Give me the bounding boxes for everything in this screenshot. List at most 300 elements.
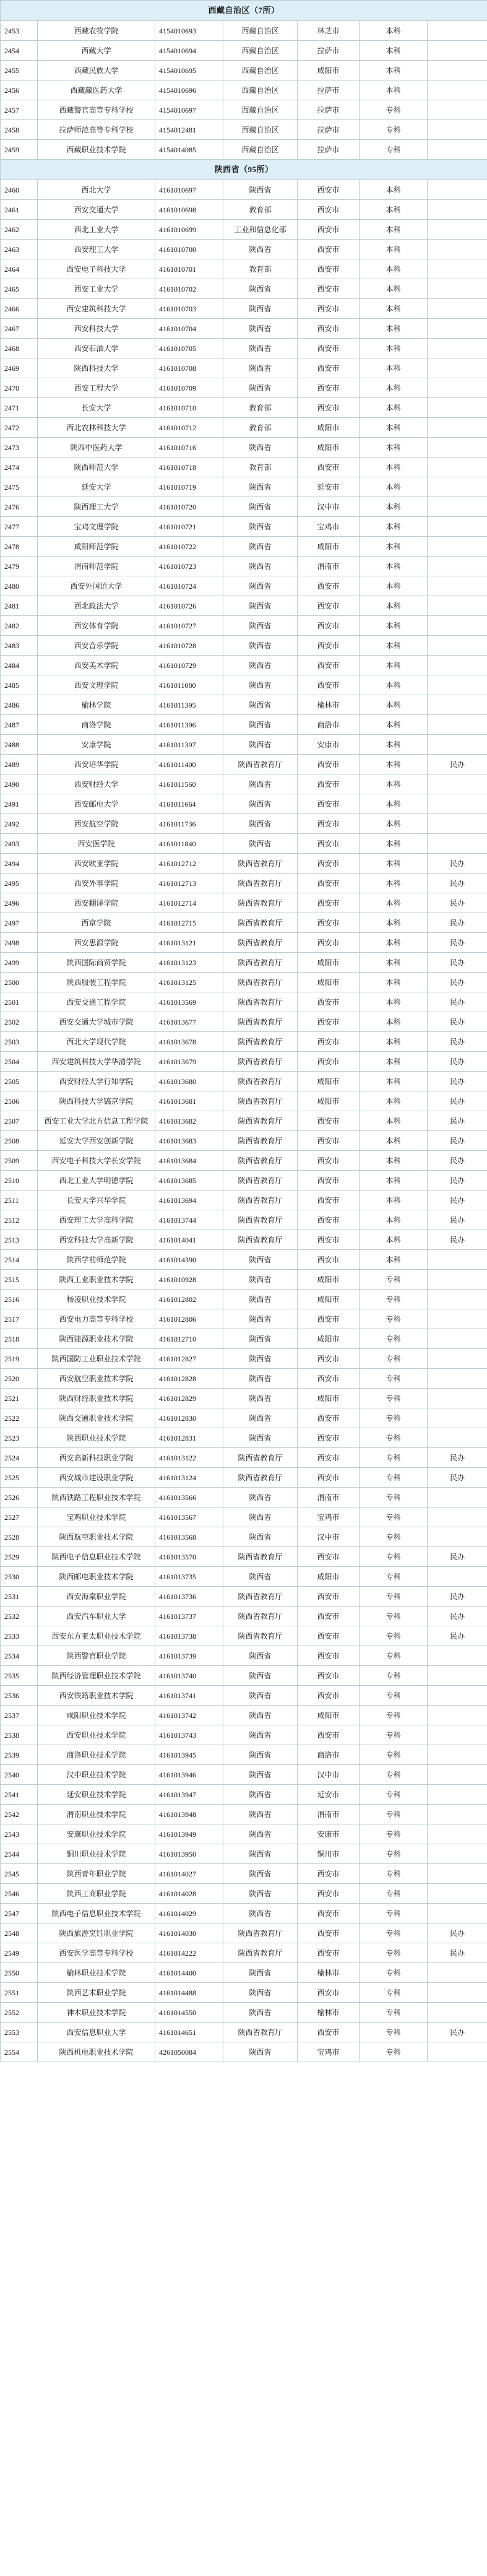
note-cell (428, 1805, 487, 1824)
location-cell: 汉中市 (298, 1527, 360, 1547)
school-code-cell: 4154010693 (155, 21, 223, 41)
level-cell: 专科 (360, 1725, 428, 1745)
school-name-cell: 西安交通大学城市学院 (38, 1012, 155, 1032)
school-name-cell: 陕西国际商贸学院 (38, 953, 155, 973)
location-cell: 西安市 (298, 755, 360, 774)
department-cell: 陕西省 (223, 814, 298, 834)
location-cell: 西安市 (298, 576, 360, 596)
row-number-cell: 2538 (1, 1725, 38, 1745)
school-name-cell: 西安财经大学 (38, 774, 155, 794)
note-cell (428, 220, 487, 240)
note-cell (428, 1507, 487, 1527)
level-cell: 本科 (360, 557, 428, 576)
department-cell: 陕西省 (223, 1706, 298, 1725)
department-cell: 教育部 (223, 398, 298, 418)
department-cell: 教育部 (223, 259, 298, 279)
table-row (1, 418, 487, 438)
table-row (1, 1072, 487, 1091)
row-number-cell: 2531 (1, 1587, 38, 1607)
level-cell: 专科 (360, 1468, 428, 1488)
row-number-cell: 2554 (1, 2042, 38, 2062)
school-code-cell: 4154014085 (155, 140, 223, 160)
note-cell (428, 140, 487, 160)
location-cell: 拉萨市 (298, 80, 360, 100)
location-cell: 西安市 (298, 2023, 360, 2042)
school-code-cell: 4161014028 (155, 1884, 223, 1904)
school-code-cell: 4161013122 (155, 1448, 223, 1468)
department-cell: 陕西省 (223, 1507, 298, 1527)
location-cell: 西安市 (298, 1111, 360, 1131)
note-cell: 民办 (428, 1943, 487, 1963)
department-cell: 陕西省 (223, 774, 298, 794)
level-cell: 本科 (360, 200, 428, 220)
location-cell: 西安市 (298, 874, 360, 893)
school-code-cell: 4154010697 (155, 100, 223, 120)
level-cell: 本科 (360, 438, 428, 458)
table-row (1, 1012, 487, 1032)
level-cell: 本科 (360, 834, 428, 854)
note-cell: 民办 (428, 1072, 487, 1091)
school-name-cell: 西安航空学院 (38, 814, 155, 834)
school-code-cell: 4161012830 (155, 1408, 223, 1428)
school-code-cell: 4161011840 (155, 834, 223, 854)
note-cell (428, 814, 487, 834)
note-cell: 民办 (428, 1151, 487, 1171)
row-number-cell: 2486 (1, 695, 38, 715)
location-cell: 咸阳市 (298, 1567, 360, 1587)
table-row (1, 1250, 487, 1270)
level-cell: 本科 (360, 517, 428, 537)
school-name-cell: 西藏农牧学院 (38, 21, 155, 41)
level-cell: 专科 (360, 1309, 428, 1329)
row-number-cell: 2494 (1, 854, 38, 874)
level-cell: 本科 (360, 477, 428, 497)
school-name-cell: 拉萨师范高等专科学校 (38, 120, 155, 140)
row-number-cell: 2524 (1, 1448, 38, 1468)
section-title-cell (1, 1, 487, 21)
table-row (1, 992, 487, 1012)
school-code-cell: 4161013945 (155, 1745, 223, 1765)
table-row (1, 1448, 487, 1468)
level-cell: 本科 (360, 240, 428, 259)
school-code-cell: 4161013738 (155, 1626, 223, 1646)
note-cell: 民办 (428, 1210, 487, 1230)
row-number-cell: 2459 (1, 140, 38, 160)
department-cell: 陕西省教育厅 (223, 953, 298, 973)
note-cell (428, 715, 487, 735)
level-cell: 本科 (360, 893, 428, 913)
row-number-cell: 2477 (1, 517, 38, 537)
row-number-cell: 2514 (1, 1250, 38, 1270)
location-cell: 西安市 (298, 1428, 360, 1448)
note-cell (428, 1725, 487, 1745)
school-code-cell: 4161013685 (155, 1171, 223, 1190)
note-cell (428, 1963, 487, 1983)
school-name-cell: 陕西职业技术学院 (38, 1428, 155, 1448)
level-cell: 本科 (360, 794, 428, 814)
school-code-cell: 4161010705 (155, 339, 223, 358)
note-cell (428, 794, 487, 814)
location-cell: 咸阳市 (298, 1329, 360, 1349)
school-name-cell: 陕西师范大学 (38, 458, 155, 477)
school-code-cell: 4161012712 (155, 854, 223, 874)
department-cell: 陕西省 (223, 1983, 298, 2003)
table-row (1, 1666, 487, 1686)
row-number-cell: 2532 (1, 1607, 38, 1626)
school-code-cell: 4161013677 (155, 1012, 223, 1032)
row-number-cell: 2509 (1, 1151, 38, 1171)
row-number-cell: 2480 (1, 576, 38, 596)
table-row (1, 576, 487, 596)
department-cell: 西藏自治区 (223, 140, 298, 160)
school-name-cell: 西安工程大学 (38, 378, 155, 398)
table-row (1, 1626, 487, 1646)
school-code-cell: 4161010703 (155, 299, 223, 319)
note-cell: 民办 (428, 854, 487, 874)
note-cell (428, 1329, 487, 1349)
school-name-cell: 西安电力高等专科学校 (38, 1309, 155, 1329)
note-cell (428, 616, 487, 636)
location-cell: 西安市 (298, 1864, 360, 1884)
location-cell: 西安市 (298, 596, 360, 616)
school-name-cell: 陕西警官职业学院 (38, 1646, 155, 1666)
table-row (1, 279, 487, 299)
school-name-cell: 渭南职业技术学院 (38, 1805, 155, 1824)
level-cell: 本科 (360, 576, 428, 596)
note-cell (428, 1745, 487, 1765)
school-code-cell: 4161010723 (155, 557, 223, 576)
school-code-cell: 4161010710 (155, 398, 223, 418)
row-number-cell: 2513 (1, 1230, 38, 1250)
location-cell: 安康市 (298, 735, 360, 755)
level-cell: 专科 (360, 1408, 428, 1428)
level-cell: 本科 (360, 1052, 428, 1072)
school-name-cell: 延安大学西安创新学院 (38, 1131, 155, 1151)
school-code-cell: 4154010694 (155, 41, 223, 61)
school-name-cell: 陕西科技大学镐京学院 (38, 1091, 155, 1111)
table-row (1, 1824, 487, 1844)
row-number-cell: 2467 (1, 319, 38, 339)
department-cell: 陕西省 (223, 279, 298, 299)
department-cell: 陕西省教育厅 (223, 1468, 298, 1488)
level-cell: 专科 (360, 1587, 428, 1607)
location-cell: 西安市 (298, 339, 360, 358)
row-number-cell: 2488 (1, 735, 38, 755)
row-number-cell: 2505 (1, 1072, 38, 1091)
level-cell: 本科 (360, 180, 428, 200)
table-row (1, 1151, 487, 1171)
level-cell: 本科 (360, 1012, 428, 1032)
school-name-cell: 西安海棠职业学院 (38, 1587, 155, 1607)
department-cell: 陕西省 (223, 378, 298, 398)
location-cell: 西安市 (298, 180, 360, 200)
school-code-cell: 4161014651 (155, 2023, 223, 2042)
table-row (1, 675, 487, 695)
school-code-cell: 4161013694 (155, 1190, 223, 1210)
note-cell (428, 1290, 487, 1309)
table-row (1, 1111, 487, 1131)
level-cell: 本科 (360, 1210, 428, 1230)
school-code-cell: 4161013121 (155, 933, 223, 953)
note-cell: 民办 (428, 1012, 487, 1032)
table-row (1, 319, 487, 339)
location-cell: 西安市 (298, 636, 360, 656)
department-cell: 陕西省教育厅 (223, 1190, 298, 1210)
note-cell (428, 1884, 487, 1904)
school-code-cell: 4161013569 (155, 992, 223, 1012)
school-code-cell: 4161010716 (155, 438, 223, 458)
note-cell (428, 834, 487, 854)
school-code-cell: 4261050084 (155, 2042, 223, 2062)
school-name-cell: 西安高新科技职业学院 (38, 1448, 155, 1468)
department-cell: 陕西省 (223, 497, 298, 517)
school-code-cell: 4161010729 (155, 656, 223, 675)
school-name-cell: 宝鸡职业技术学院 (38, 1507, 155, 1527)
school-name-cell: 西安工业大学 (38, 279, 155, 299)
school-name-cell: 神木职业技术学院 (38, 2003, 155, 2023)
table-row (1, 1725, 487, 1745)
note-cell (428, 656, 487, 675)
school-name-cell: 西安理工大学 (38, 240, 155, 259)
row-number-cell: 2481 (1, 596, 38, 616)
level-cell: 本科 (360, 259, 428, 279)
table-row (1, 378, 487, 398)
level-cell: 本科 (360, 41, 428, 61)
department-cell: 陕西省 (223, 1844, 298, 1864)
department-cell: 陕西省 (223, 240, 298, 259)
row-number-cell: 2525 (1, 1468, 38, 1488)
location-cell: 西安市 (298, 1408, 360, 1428)
department-cell: 陕西省 (223, 358, 298, 378)
row-number-cell: 2463 (1, 240, 38, 259)
location-cell: 西安市 (298, 319, 360, 339)
table-row (1, 794, 487, 814)
level-cell: 专科 (360, 1805, 428, 1824)
school-name-cell: 西安石油大学 (38, 339, 155, 358)
note-cell (428, 1824, 487, 1844)
table-row (1, 1230, 487, 1250)
level-cell: 本科 (360, 1111, 428, 1131)
table-row (1, 1190, 487, 1210)
school-code-cell: 4161013682 (155, 1111, 223, 1131)
school-name-cell: 西安建筑科技大学华清学院 (38, 1052, 155, 1072)
school-name-cell: 宝鸡文理学院 (38, 517, 155, 537)
row-number-cell: 2464 (1, 259, 38, 279)
row-number-cell: 2537 (1, 1706, 38, 1725)
table-body (1, 1, 487, 2062)
school-code-cell: 4161010727 (155, 616, 223, 636)
row-number-cell: 2497 (1, 913, 38, 933)
table-row (1, 80, 487, 100)
department-cell: 陕西省 (223, 1745, 298, 1765)
table-row (1, 1032, 487, 1052)
location-cell: 西安市 (298, 1904, 360, 1923)
table-row (1, 240, 487, 259)
table-row (1, 2042, 487, 2062)
note-cell (428, 596, 487, 616)
department-cell: 陕西省教育厅 (223, 1626, 298, 1646)
level-cell: 专科 (360, 1864, 428, 1884)
school-name-cell: 西藏大学 (38, 41, 155, 61)
row-number-cell: 2489 (1, 755, 38, 774)
school-code-cell: 4161012829 (155, 1389, 223, 1408)
note-cell: 民办 (428, 933, 487, 953)
table-row (1, 1923, 487, 1943)
school-name-cell: 西北工业大学明德学院 (38, 1171, 155, 1190)
department-cell: 陕西省教育厅 (223, 2023, 298, 2042)
school-code-cell: 4161013123 (155, 953, 223, 973)
location-cell: 渭南市 (298, 1805, 360, 1824)
note-cell (428, 1389, 487, 1408)
school-name-cell: 西安邮电大学 (38, 794, 155, 814)
row-number-cell: 2466 (1, 299, 38, 319)
department-cell: 陕西省 (223, 656, 298, 675)
section-header (1, 1, 487, 21)
note-cell: 民办 (428, 1171, 487, 1190)
note-cell: 民办 (428, 1032, 487, 1052)
school-name-cell: 西安理工大学高科学院 (38, 1210, 155, 1230)
level-cell: 专科 (360, 100, 428, 120)
school-name-cell: 西安东方亚太职业技术学院 (38, 1626, 155, 1646)
row-number-cell: 2454 (1, 41, 38, 61)
level-cell: 本科 (360, 953, 428, 973)
school-code-cell: 4161013946 (155, 1765, 223, 1785)
location-cell: 西安市 (298, 200, 360, 220)
school-name-cell: 西安外事学院 (38, 874, 155, 893)
level-cell: 专科 (360, 1448, 428, 1468)
location-cell: 宝鸡市 (298, 2042, 360, 2062)
row-number-cell: 2508 (1, 1131, 38, 1151)
row-number-cell: 2475 (1, 477, 38, 497)
school-code-cell: 4161011560 (155, 774, 223, 794)
level-cell: 专科 (360, 1785, 428, 1805)
note-cell (428, 358, 487, 378)
level-cell: 专科 (360, 1349, 428, 1369)
note-cell (428, 557, 487, 576)
school-name-cell: 陕西青年职业学院 (38, 1864, 155, 1884)
row-number-cell: 2530 (1, 1567, 38, 1587)
row-number-cell: 2484 (1, 656, 38, 675)
school-code-cell: 4161012714 (155, 893, 223, 913)
note-cell (428, 1666, 487, 1686)
school-code-cell: 4154010696 (155, 80, 223, 100)
school-name-cell: 西安美术学院 (38, 656, 155, 675)
note-cell: 民办 (428, 893, 487, 913)
row-number-cell: 2547 (1, 1904, 38, 1923)
table-row (1, 1567, 487, 1587)
department-cell: 西藏自治区 (223, 100, 298, 120)
table-row (1, 1686, 487, 1706)
row-number-cell: 2465 (1, 279, 38, 299)
school-name-cell: 西藏警官高等专科学校 (38, 100, 155, 120)
level-cell: 本科 (360, 1151, 428, 1171)
school-name-cell: 陕西艺术职业学院 (38, 1983, 155, 2003)
level-cell: 专科 (360, 120, 428, 140)
department-cell: 陕西省 (223, 675, 298, 695)
table-row (1, 1805, 487, 1824)
row-number-cell: 2487 (1, 715, 38, 735)
school-name-cell: 商洛职业技术学院 (38, 1745, 155, 1765)
note-cell (428, 279, 487, 299)
row-number-cell: 2541 (1, 1785, 38, 1805)
note-cell: 民办 (428, 1547, 487, 1567)
school-name-cell: 陕西国防工业职业技术学院 (38, 1349, 155, 1369)
row-number-cell: 2506 (1, 1091, 38, 1111)
table-row (1, 1488, 487, 1507)
location-cell: 咸阳市 (298, 1290, 360, 1309)
note-cell (428, 378, 487, 398)
department-cell: 陕西省 (223, 834, 298, 854)
school-code-cell: 4161014222 (155, 1943, 223, 1963)
school-name-cell: 西安信息职业大学 (38, 2023, 155, 2042)
school-name-cell: 西安文理学院 (38, 675, 155, 695)
school-name-cell: 西安职业技术学院 (38, 1725, 155, 1745)
school-name-cell: 咸阳师范学院 (38, 537, 155, 557)
school-code-cell: 4161013125 (155, 973, 223, 992)
location-cell: 西安市 (298, 992, 360, 1012)
school-name-cell: 陕西交通职业技术学院 (38, 1408, 155, 1428)
department-cell: 陕西省 (223, 616, 298, 636)
level-cell: 本科 (360, 1131, 428, 1151)
row-number-cell: 2472 (1, 418, 38, 438)
school-name-cell: 西安医学高等专科学校 (38, 1943, 155, 1963)
note-cell (428, 61, 487, 80)
school-name-cell: 安康职业技术学院 (38, 1824, 155, 1844)
school-name-cell: 陕西邮电职业技术学院 (38, 1567, 155, 1587)
table-row (1, 180, 487, 200)
note-cell: 民办 (428, 1468, 487, 1488)
table-row (1, 1408, 487, 1428)
row-number-cell: 2485 (1, 675, 38, 695)
table-row (1, 695, 487, 715)
table-row (1, 715, 487, 735)
row-number-cell: 2553 (1, 2023, 38, 2042)
note-cell: 民办 (428, 1587, 487, 1607)
level-cell: 本科 (360, 339, 428, 358)
department-cell: 陕西省 (223, 1824, 298, 1844)
table-row (1, 259, 487, 279)
location-cell: 西安市 (298, 893, 360, 913)
school-name-cell: 西北大学 (38, 180, 155, 200)
school-name-cell: 西北政法大学 (38, 596, 155, 616)
row-number-cell: 2512 (1, 1210, 38, 1230)
department-cell: 陕西省 (223, 180, 298, 200)
department-cell: 陕西省教育厅 (223, 973, 298, 992)
level-cell: 本科 (360, 973, 428, 992)
table-row (1, 854, 487, 874)
department-cell: 陕西省 (223, 794, 298, 814)
row-number-cell: 2460 (1, 180, 38, 200)
row-number-cell: 2536 (1, 1686, 38, 1706)
note-cell (428, 2003, 487, 2023)
department-cell: 陕西省教育厅 (223, 913, 298, 933)
section-title: 西藏自治区（7所） (208, 6, 280, 15)
location-cell: 咸阳市 (298, 1270, 360, 1290)
school-code-cell: 4161010726 (155, 596, 223, 616)
department-cell: 陕西省教育厅 (223, 992, 298, 1012)
note-cell (428, 735, 487, 755)
school-code-cell: 4161011736 (155, 814, 223, 834)
location-cell: 西安市 (298, 1547, 360, 1567)
school-name-cell: 汉中职业技术学院 (38, 1765, 155, 1785)
note-cell: 民办 (428, 1607, 487, 1626)
school-name-cell: 西安体育学院 (38, 616, 155, 636)
school-name-cell: 西北大学现代学院 (38, 1032, 155, 1052)
level-cell: 本科 (360, 1250, 428, 1270)
department-cell: 陕西省教育厅 (223, 874, 298, 893)
school-code-cell: 4161011080 (155, 675, 223, 695)
note-cell (428, 458, 487, 477)
